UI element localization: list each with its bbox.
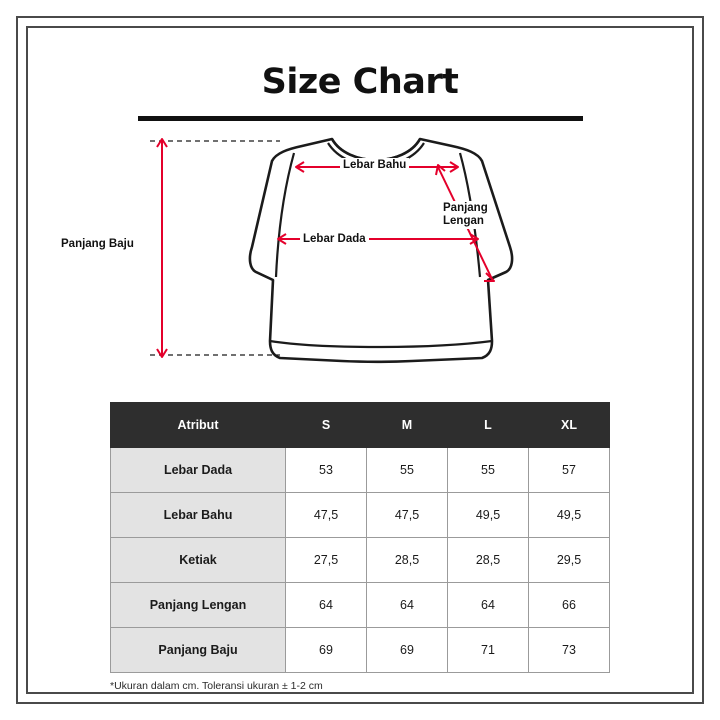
column-header-xl: XL <box>529 403 610 448</box>
column-header-atribut: Atribut <box>111 403 286 448</box>
cell-s: 69 <box>286 628 367 673</box>
table-row <box>111 448 610 493</box>
label-panjang-baju: Panjang Baju <box>58 237 137 252</box>
row-attribute: Panjang Baju <box>111 628 286 673</box>
row-attribute: Ketiak <box>111 538 286 583</box>
cell-l: 55 <box>448 448 529 493</box>
title-underline <box>138 116 583 121</box>
label-lebar-dada: Lebar Dada <box>300 232 369 247</box>
table-body <box>111 448 610 673</box>
cell-xl: 66 <box>529 583 610 628</box>
cell-xl: 49,5 <box>529 493 610 538</box>
page-title: Size Chart <box>261 62 459 102</box>
content-area <box>40 40 680 692</box>
label-panjang-lengan <box>440 201 491 229</box>
table-row <box>111 493 610 538</box>
cell-xl: 29,5 <box>529 538 610 583</box>
table-row <box>111 583 610 628</box>
cell-m: 28,5 <box>367 538 448 583</box>
table-row <box>111 628 610 673</box>
footnote: *Ukuran dalam cm. Toleransi ukuran ± 1-2 cm <box>110 680 323 692</box>
cell-s: 27,5 <box>286 538 367 583</box>
table-row <box>111 538 610 583</box>
row-attribute: Lebar Dada <box>111 448 286 493</box>
cell-s: 53 <box>286 448 367 493</box>
cell-xl: 73 <box>529 628 610 673</box>
cell-s: 47,5 <box>286 493 367 538</box>
label-lebar-bahu: Lebar Bahu <box>340 158 409 173</box>
cell-l: 49,5 <box>448 493 529 538</box>
column-header-l: L <box>448 403 529 448</box>
cell-xl: 57 <box>529 448 610 493</box>
table-header-row <box>111 403 610 448</box>
cell-m: 47,5 <box>367 493 448 538</box>
column-header-m: M <box>367 403 448 448</box>
size-table <box>110 402 610 673</box>
cell-m: 69 <box>367 628 448 673</box>
label-panjang-lengan-line2: Lengan <box>443 215 484 228</box>
cell-l: 64 <box>448 583 529 628</box>
garment-diagram <box>40 127 680 392</box>
cell-s: 64 <box>286 583 367 628</box>
cell-m: 55 <box>367 448 448 493</box>
cell-l: 71 <box>448 628 529 673</box>
cell-m: 64 <box>367 583 448 628</box>
table-header <box>111 403 610 448</box>
cell-l: 28,5 <box>448 538 529 583</box>
row-attribute: Panjang Lengan <box>111 583 286 628</box>
row-attribute: Lebar Bahu <box>111 493 286 538</box>
column-header-s: S <box>286 403 367 448</box>
label-panjang-lengan-line1: Panjang <box>443 202 488 214</box>
